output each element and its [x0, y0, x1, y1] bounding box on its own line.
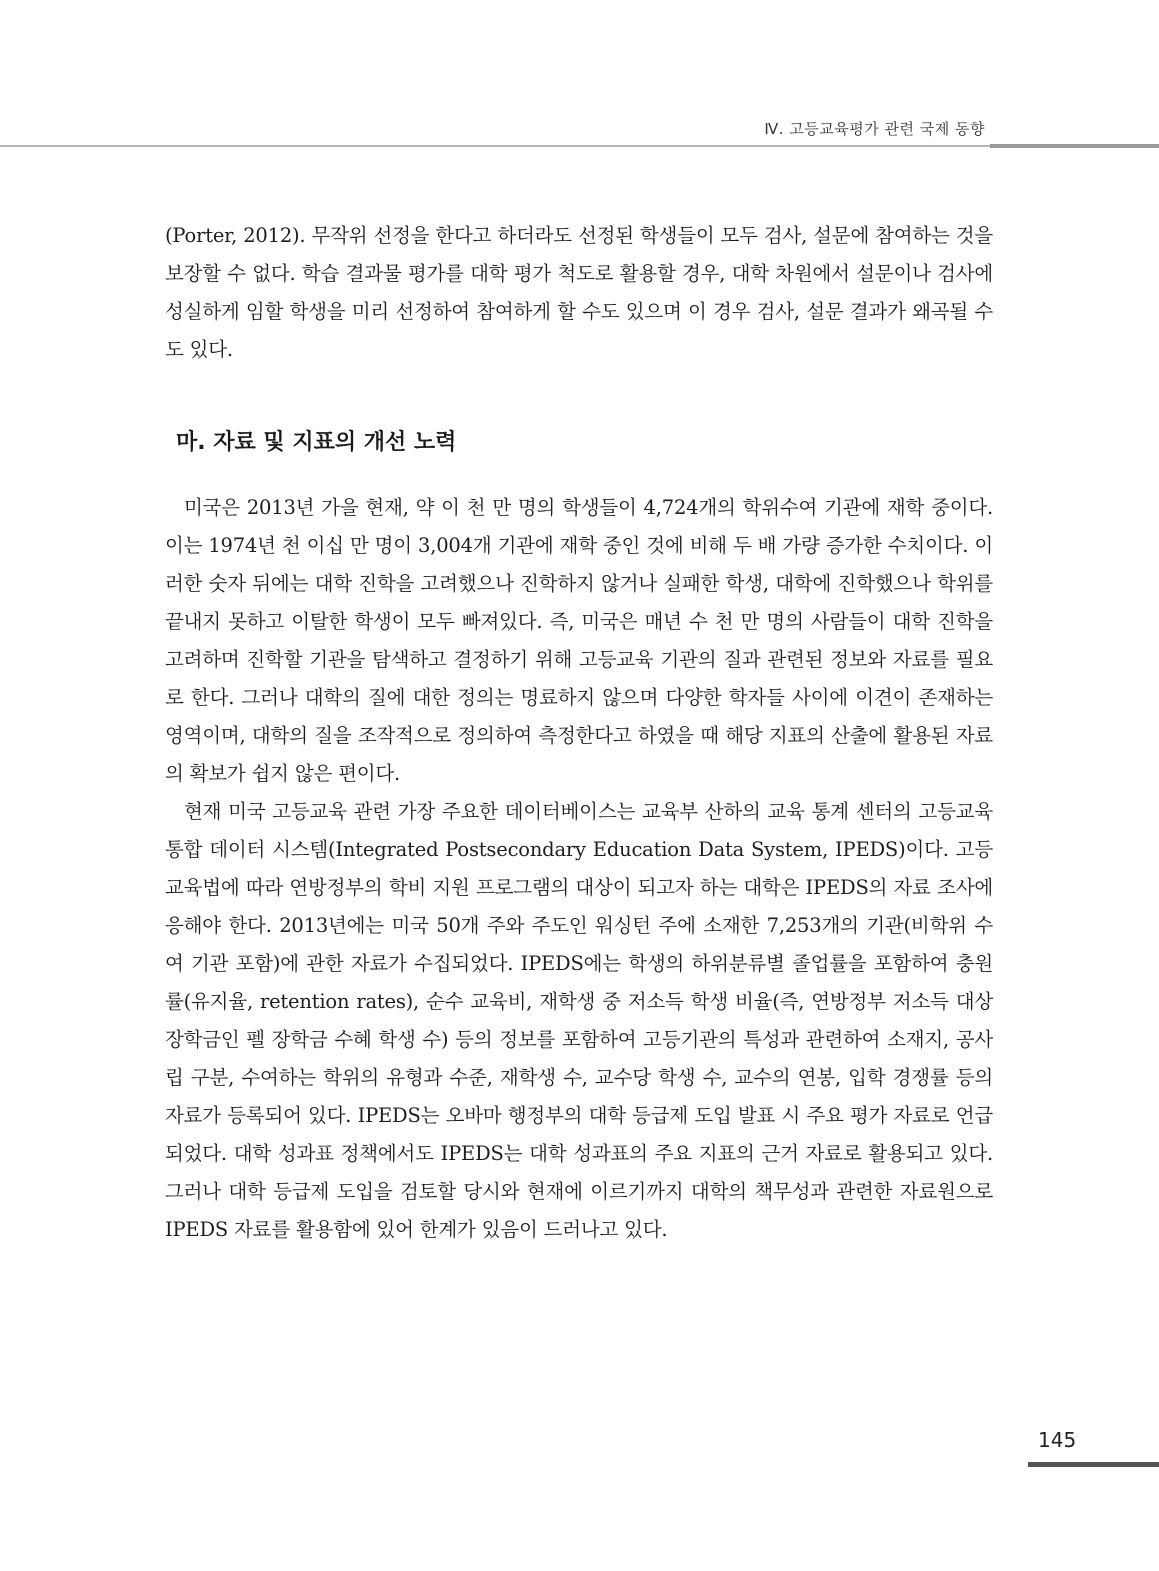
header-divider-accent [990, 144, 1159, 148]
intro-paragraph: (Porter, 2012). 무작위 선정을 한다고 하더라도 선정된 학생들이 모두 검사, 설문에 참여하는 것을 보장할 수 없다. 학습 결과물 평가를 대학 평가 척도로 활용할 경우, 대학 차원에서 설문이나 검사에 성실하게 임할 학생을 미리 선정하여 참여하게 할 수도 있으며 이 경우 검사, 설문 결과가 왜곡될 수도 있다. [165, 224, 993, 361]
page-number: 145 [1038, 1428, 1077, 1452]
section-paragraph-2: 현재 미국 고등교육 관련 가장 주요한 데이터베이스는 교육부 산하의 교육 통계 센터의 고등교육 통합 데이터 시스템(Integrated Postsecondary Education Data System, IPEDS)이다. 고등교육법에 따라 연방정부의 학비 지원 프로그램의 대상이 되고자 하는 대학은 IPEDS의 자료 조사에 응해야 한다. 2013년에는 미국 50개 주와 주도인 워싱턴 주에 소재한 7,253개의 기관(비학위 수여 기관 포함)에 관한 자료가 수집되었다. IPEDS에는 학생의 하위분류별 졸업률을 포함하여 충원률(유지율, retention rates), 순수 교육비, 재학생 중 저소득 학생 비율(즉, 연방정부 저소득 대상 장학금인 펠 장학금 수혜 학생 수) 등의 정보를 포함하여 고등기관의 특성과 관련하여 소재지, 공사립 구분, 수여하는 학위의 유형과 수준, 재학생 수, 교수당 학생 수, 교수의 연봉, 입학 경쟁률 등의 자료가 등록되어 있다. IPEDS는 오바마 행정부의 대학 등급제 도입 발표 시 주요 평가 자료로 언급되었다. 대학 성과표 정책에서도 IPEDS는 대학 성과표의 주요 지표의 근거 자료로 활용되고 있다. 그러나 대학 등급제 도입을 검토할 당시와 현재에 이르기까지 대학의 책무성과 관련한 자료원으로 IPEDS 자료를 활용함에 있어 한계가 있음이 드러나고 있다. [165, 800, 993, 1241]
footer-divider [1028, 1462, 1159, 1467]
running-header: Ⅳ. 고등교육평가 관련 국제 동향 [764, 120, 985, 138]
header-divider [0, 145, 1159, 147]
section-paragraph-1: 미국은 2013년 가을 현재, 약 이 천 만 명의 학생들이 4,724개의 학위수여 기관에 재학 중이다. 이는 1974년 천 이십 만 명이 3,004개 기관에 재학 중인 것에 비해 두 배 가량 증가한 수치이다. 이러한 숫자 뒤에는 대학 진학을 고려했으나 진학하지 않거나 실패한 학생, 대학에 진학했으나 학위를 끝내지 못하고 이탈한 학생이 모두 빠져있다. 즉, 미국은 매년 수 천 만 명의 사람들이 대학 진학을 고려하며 진학할 기관을 탐색하고 결정하기 위해 고등교육 기관의 질과 관련된 정보와 자료를 필요로 한다. 그러나 대학의 질에 대한 정의는 명료하지 않으며 다양한 학자들 사이에 이견이 존재하는 영역이며, 대학의 질을 조작적으로 정의하여 측정한다고 하였을 때 해당 지표의 산출에 활용된 자료의 확보가 쉽지 않은 편이다. [165, 496, 993, 785]
section-heading: 마. 자료 및 지표의 개선 노력 [176, 430, 457, 455]
section-body [165, 489, 993, 1249]
intro-paragraph-block [165, 217, 993, 369]
